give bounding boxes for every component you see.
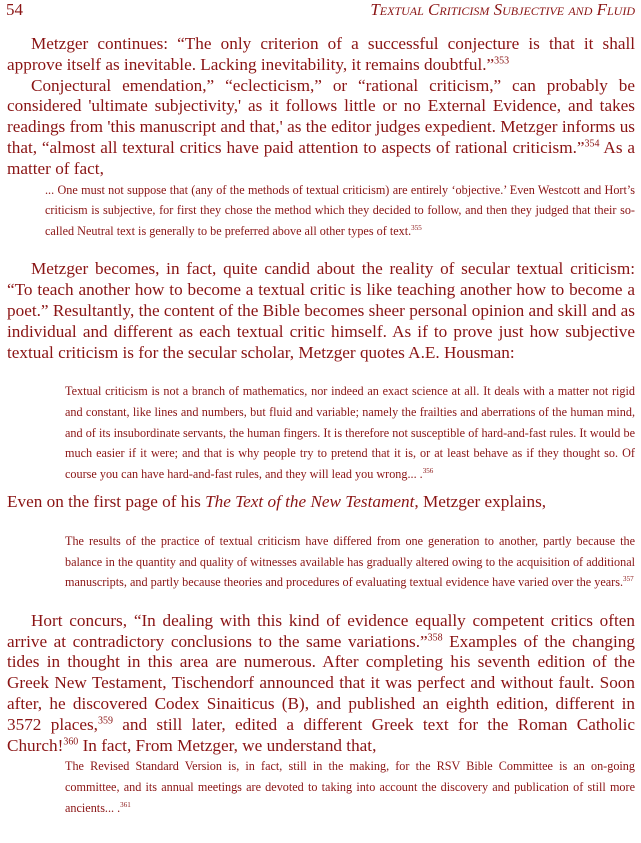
footnote-ref-355: 355 [411,223,422,232]
paragraph-metzger-continues: Metzger continues: “The only criterion of a successful conjecture is that it shall approve itself as inevitable. Lacking inevitability, it remains doubtful.”$^{353}$ [7,34,635,74]
paragraph-hort-concurs: Hort concurs, “In dealing with this kind of evidence equally competent critics often arrive at contradictory conclusions to the same variations.”$^{358}$ Examples of the changing tides in thought in this area are numerous. After completing his seventh edition of the Greek New Testament, Tischendorf announced that it was perfect and without fault. Soon after, he discovered Codex Sinaiticus (B), and published an eighth edition, different in 3572 places,$^{359}$ and still later, edited a different Greek text for the Roman Catholic Church!$^{360}$ In fact, From Metzger, we understand that, [7,610,635,755]
paragraph-first-page: Even on the first page of his The Text of the New Testament, Metzger explains, [7,492,547,512]
footnote-ref-354: 354 [584,138,600,150]
page-body [7,34,635,818]
running-title: Textual Criticism Subjective and Fluid [370,0,635,19]
footnote-ref-353: 353 [494,55,510,67]
footnote-ref-356: 356 [422,466,434,475]
paragraph-metzger-candid: Metzger becomes, in fact, quite candid about the reality of secular textual criticism: “To teach another how to become a textual critic is like teaching another how to become a poet.” Resultantly, the content of the Bible becomes sheer personal opinion and skill and as individual and different as each textual critic himself. As if to prove just how subjective textual criticism is for the secular scholar, Metzger quotes A.E. Housman: [7,259,635,362]
footnote-ref-358: 358 [427,631,443,643]
footnote-ref-360: 360 [63,735,79,747]
footnote-ref-359: 359 [97,715,113,727]
block-quote-results: The results of the practice of textual criticism have differed from one generation to another, partly because the balance in the quantity and quality of witnesses available has gradually altered owing to the acquisition of additional manuscripts, and partly because theories and procedures of evaluating textual evidence have varied over the years.$^{357}$ [65,534,635,590]
page-header [6,0,635,22]
block-quote-housman: Textual criticism is not a branch of mathematics, nor indeed an exact science at all. It deals with a matter not rigid and constant, like lines and numbers, but fluid and variable; namely the frailties and aberrations of the human mind, and of its insubordinate servants, the human fingers. It is therefore not susceptible of hard-and-fast rules. It would be much easier if it were; and that is why people try to pretend that it is, or at least behave as if they thought so. Of course you can have hard-and-fast rules, and they will lead you wrong... .$^{356}$ [65,384,635,481]
block-quote-rsv: The Revised Standard Version is, in fact, still in the making, for the RSV Bible Committee is an on-going committee, and its annual meetings are devoted to taking into account the discovery and publication of still more ancients... .$^{361}$ [65,759,635,815]
page-number: 54 [6,0,23,19]
footnote-ref-361: 361 [120,800,131,809]
book-title: The Text of the New Testament [205,492,415,512]
block-quote-objective: ... One must not suppose that (any of the methods of textual criticism) are entirely ‘objective.’ Even Westcott and Hort’s criticism is subjective, for first they chose the method which they decided to follow, and then they judged that their so-called Neutral text is generally to be preferred above all other types of text.$^{355}$ [45,182,635,238]
paragraph-conjectural-emendation: Conjectural emendation,” “eclecticism,” or “rational criticism,” can probably be considered 'ultimate subjectivity,' as it follows little or no External Evidence, and takes readings from 'this manuscript and that,' as the editor judges expedient. Metzger informs us that, “almost all textural critics have paid attention to aspects of rational criticism.”$^{354}$ As a matter of fact, [7,75,635,178]
footnote-ref-357: 357 [623,575,634,584]
